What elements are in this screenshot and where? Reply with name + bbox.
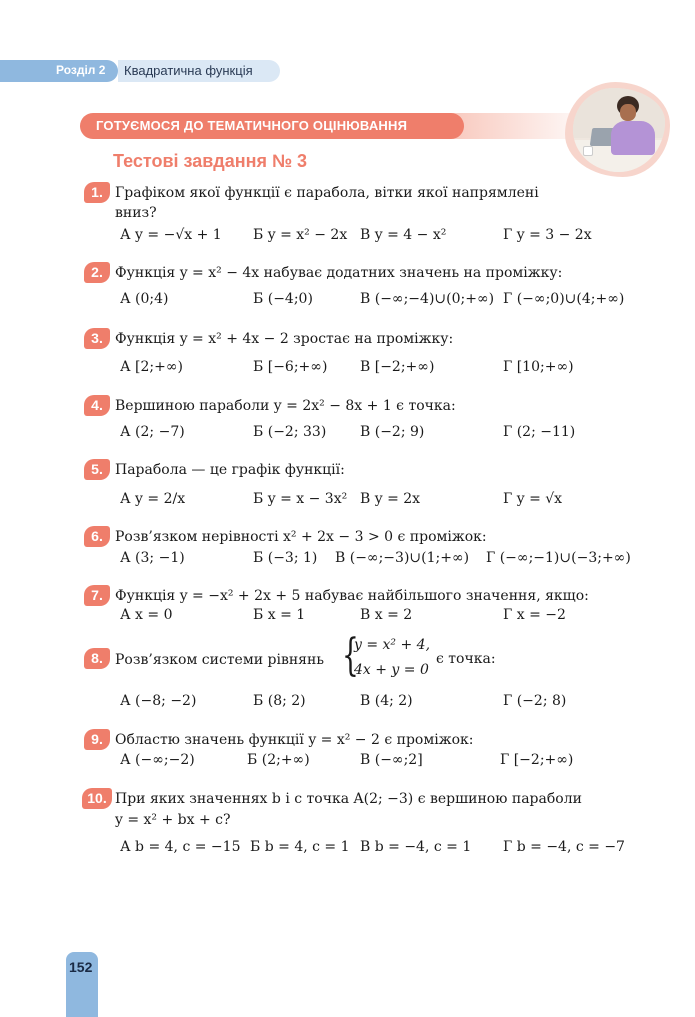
question-number: 6.: [84, 526, 110, 547]
question-stem: Парабола — це графік функції:: [115, 462, 345, 478]
option-c[interactable]: В (−∞;2]: [360, 752, 423, 768]
question-stem: Областю значень функції y = x² − 2 є проміжок:: [115, 732, 474, 748]
question-stem: Розв’язком системи рівнянь: [115, 652, 324, 668]
option-c[interactable]: В (−∞;−3)∪(1;+∞): [335, 550, 470, 566]
option-d[interactable]: Г y = 3 − 2x: [503, 227, 592, 243]
system-equation-2: 4x + y = 0: [354, 662, 429, 678]
page-number: 152: [69, 959, 93, 975]
option-d[interactable]: Г (−∞;−1)∪(−3;+∞): [486, 550, 631, 566]
option-b[interactable]: Б y = x − 3x²: [253, 491, 348, 507]
question-stem: Функція y = x² − 4x набуває додатних значень на проміжку:: [115, 265, 563, 281]
option-a[interactable]: А (2; −7): [120, 424, 185, 440]
chapter-title: Квадратична функція: [124, 63, 253, 78]
option-d[interactable]: Г (−2; 8): [503, 693, 567, 709]
option-c[interactable]: В y = 4 − x²: [360, 227, 447, 243]
option-b[interactable]: Б y = x² − 2x: [253, 227, 348, 243]
question-number: 4.: [84, 395, 110, 416]
option-c[interactable]: В y = 2x: [360, 491, 421, 507]
question-stem: Графіком якої функції є парабола, вітки якої напрямлені: [115, 185, 539, 201]
option-b[interactable]: Б (−3; 1): [253, 550, 318, 566]
question-stem: Функція y = x² + 4x − 2 зростає на проміжку:: [115, 331, 454, 347]
option-b[interactable]: Б (−2; 33): [253, 424, 327, 440]
option-a[interactable]: А x = 0: [120, 607, 173, 623]
question-number: 9.: [84, 729, 110, 750]
option-d[interactable]: Г x = −2: [503, 607, 566, 623]
option-a[interactable]: А y = −√x + 1: [120, 227, 222, 243]
section-banner-text: ГОТУЄМОСЯ ДО ТЕМАТИЧНОГО ОЦІНЮВАННЯ: [96, 118, 408, 133]
question-number: 1.: [84, 182, 110, 203]
option-b[interactable]: Б (8; 2): [253, 693, 306, 709]
option-d[interactable]: Г [−2;+∞): [500, 752, 574, 768]
option-c[interactable]: В b = −4, c = 1: [360, 839, 472, 855]
option-a[interactable]: А b = 4, c = −15: [120, 839, 241, 855]
question-number: 10.: [82, 788, 112, 809]
option-a[interactable]: А (−∞;−2): [120, 752, 195, 768]
option-b[interactable]: Б (−4;0): [253, 291, 313, 307]
option-b[interactable]: Б (2;+∞): [247, 752, 310, 768]
option-d[interactable]: Г (2; −11): [503, 424, 576, 440]
option-a[interactable]: А [2;+∞): [120, 359, 183, 375]
option-c[interactable]: В x = 2: [360, 607, 413, 623]
question-stem-continued: вниз?: [115, 205, 157, 221]
question-stem: Вершиною параболи y = 2x² − 8x + 1 є точка:: [115, 398, 456, 414]
question-number: 7.: [84, 585, 110, 606]
option-d[interactable]: Г (−∞;0)∪(4;+∞): [503, 291, 625, 307]
system-equation-1: y = x² + 4,: [354, 637, 431, 653]
question-stem: Розв’язком нерівності x² + 2x − 3 > 0 є проміжок:: [115, 529, 487, 545]
question-number: 8.: [84, 648, 110, 669]
question-number: 2.: [84, 262, 110, 283]
subheading: Тестові завдання № 3: [113, 151, 308, 171]
option-a[interactable]: А (−8; −2): [120, 693, 197, 709]
option-a[interactable]: А (0;4): [120, 291, 169, 307]
question-stem-continued: y = x² + bx + c?: [115, 812, 231, 828]
option-c[interactable]: В [−2;+∞): [360, 359, 435, 375]
chapter-label: Розділ 2: [56, 63, 106, 77]
option-b[interactable]: Б b = 4, c = 1: [250, 839, 350, 855]
option-c[interactable]: В (−2; 9): [360, 424, 425, 440]
system-brace: {: [342, 630, 359, 681]
option-d[interactable]: Г b = −4, c = −7: [503, 839, 625, 855]
option-b[interactable]: Б [−6;+∞): [253, 359, 328, 375]
option-a[interactable]: А (3; −1): [120, 550, 185, 566]
option-d[interactable]: Г [10;+∞): [503, 359, 574, 375]
option-c[interactable]: В (−∞;−4)∪(0;+∞): [360, 291, 495, 307]
question-number: 3.: [84, 328, 110, 349]
question-stem: Функція y = −x² + 2x + 5 набуває найбільшого значення, якщо:: [115, 588, 589, 604]
option-c[interactable]: В (4; 2): [360, 693, 413, 709]
student-photo: [573, 88, 665, 172]
option-a[interactable]: А y = 2/x: [120, 491, 186, 507]
question-number: 5.: [84, 459, 110, 480]
question-stem-after: є точка:: [436, 651, 496, 667]
option-b[interactable]: Б x = 1: [253, 607, 306, 623]
option-d[interactable]: Г y = √x: [503, 491, 563, 507]
question-stem: При яких значеннях b і c точка A(2; −3) є вершиною параболи: [115, 791, 582, 807]
